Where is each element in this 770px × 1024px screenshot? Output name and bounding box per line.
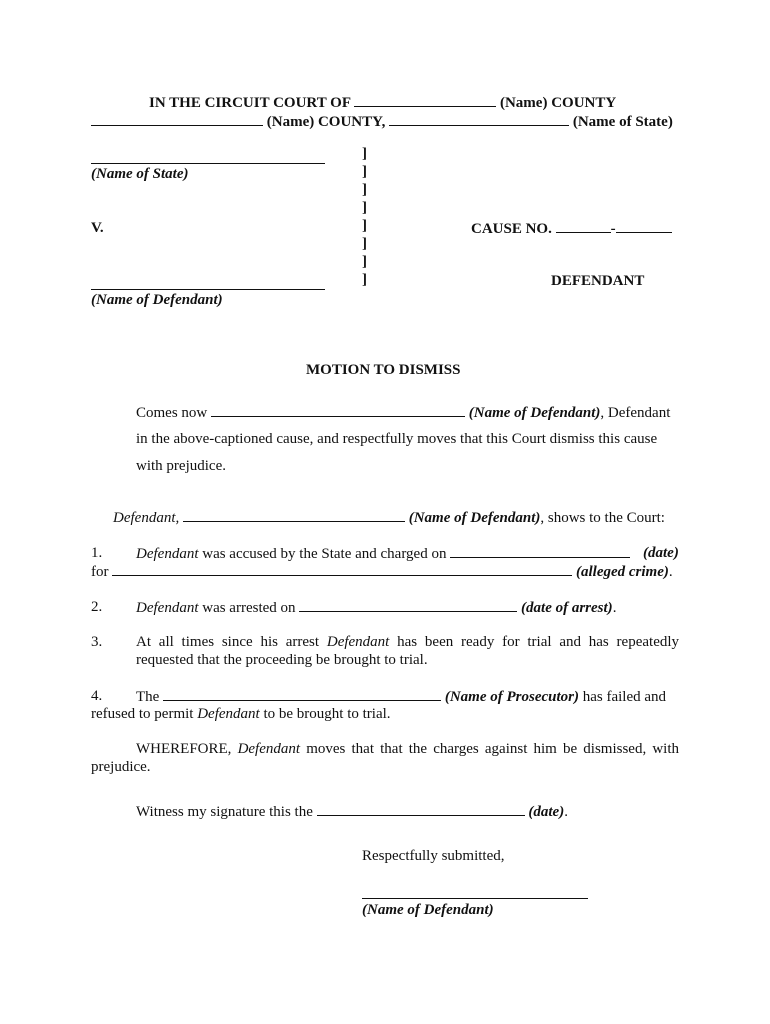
county-label: (Name) COUNTY xyxy=(499,95,617,111)
wherefore-line2: prejudice. xyxy=(91,759,151,775)
intro-line3: with prejudice. xyxy=(136,458,226,474)
item4-line2-a: refused to permit xyxy=(91,706,194,722)
shows-line xyxy=(113,509,665,527)
item3-line2: requested that the proceeding be brought to trial. xyxy=(136,652,428,668)
item1-period: . xyxy=(668,564,673,580)
item1-line1 xyxy=(136,545,630,563)
document-title: MOTION TO DISMISS xyxy=(306,362,461,378)
caption-bracket: ] xyxy=(362,236,367,252)
plaintiff-label: (Name of State) xyxy=(91,166,189,182)
signature-name-label: (Name of Defendant) xyxy=(362,902,494,918)
defendant-label: (Name of Defendant) xyxy=(91,292,223,308)
county-blank[interactable] xyxy=(91,113,263,126)
item2-number: 2. xyxy=(91,599,103,615)
item3-text-b: has been ready for trial and has repeatedly xyxy=(397,634,679,650)
item4-line2-b: to be brought to trial. xyxy=(263,706,391,722)
plaintiff-line[interactable] xyxy=(91,163,325,164)
wherefore-line1 xyxy=(136,741,679,760)
witness-date-label: (date) xyxy=(528,804,565,820)
caption-bracket: ] xyxy=(362,200,367,216)
intro-name-label: (Name of Defendant) xyxy=(468,405,601,421)
item3-defendant: Defendant xyxy=(326,634,390,650)
cause-number-label: CAUSE NO. xyxy=(471,221,552,237)
caption-bracket: ] xyxy=(362,254,367,270)
state-blank[interactable] xyxy=(389,113,569,126)
wherefore-text: moves that that the charges against him be dismissed, with xyxy=(306,741,679,757)
intro-name-blank[interactable] xyxy=(211,404,465,417)
item1-number: 1. xyxy=(91,545,103,561)
item4-prosecutor-label: (Name of Prosecutor) xyxy=(444,689,579,705)
item1-line2 xyxy=(91,563,673,581)
state-label: (Name of State) xyxy=(572,114,673,130)
item2-date-blank[interactable] xyxy=(299,599,517,612)
wherefore-word: WHEREFORE, xyxy=(136,741,232,757)
witness-date-blank[interactable] xyxy=(317,803,525,816)
item1-date-blank[interactable] xyxy=(450,545,630,558)
witness-period: . xyxy=(564,804,568,820)
item1-for: for xyxy=(91,564,109,580)
intro-defendant: , Defendant xyxy=(600,405,671,421)
item1-crime-label: (alleged crime) xyxy=(576,564,669,580)
item4-prosecutor-blank[interactable] xyxy=(163,688,441,701)
item2-period: . xyxy=(612,600,617,616)
county-label-2: (Name) COUNTY, xyxy=(266,114,386,130)
shows-defendant: Defendant, xyxy=(113,510,180,526)
item4-line2 xyxy=(91,706,391,723)
item1-date-label: (date) xyxy=(643,545,679,561)
shows-name-label: (Name of Defendant) xyxy=(408,510,541,526)
witness-text: Witness my signature this the xyxy=(136,804,313,820)
cause-number-blank-2[interactable] xyxy=(616,220,672,233)
caption-bracket: ] xyxy=(362,272,367,288)
intro-line2: in the above-captioned cause, and respectfully moves that this Court dismiss this cause xyxy=(136,431,658,447)
shows-tail: , shows to the Court: xyxy=(540,510,665,526)
cause-number-separator: - xyxy=(610,221,616,237)
item2-line xyxy=(136,599,616,617)
cause-number xyxy=(471,220,672,238)
intro-line1 xyxy=(136,404,670,422)
caption-bracket: ] xyxy=(362,164,367,180)
item4-text: has failed and xyxy=(582,689,667,705)
item1-crime-blank[interactable] xyxy=(112,563,572,576)
item4-line1 xyxy=(136,688,666,706)
item1-text: was accused by the State and charged on xyxy=(202,546,447,562)
court-caption-line1 xyxy=(149,94,616,112)
item4-defendant: Defendant xyxy=(197,706,260,722)
item3-line1 xyxy=(136,634,679,653)
caption-bracket: ] xyxy=(362,182,367,198)
court-blank[interactable] xyxy=(354,94,496,107)
comes-now: Comes now xyxy=(136,405,208,421)
witness-line xyxy=(136,803,568,821)
item4-number: 4. xyxy=(91,688,103,704)
item2-date-label: (date of arrest) xyxy=(521,600,613,616)
item2-defendant: Defendant xyxy=(136,600,199,616)
cause-number-blank-1[interactable] xyxy=(556,220,611,233)
signature-line[interactable] xyxy=(362,898,588,899)
court-prefix: IN THE CIRCUIT COURT OF xyxy=(149,95,351,111)
caption-bracket: ] xyxy=(362,218,367,234)
item1-defendant: Defendant xyxy=(136,546,199,562)
item3-text-a: At all times since his arrest xyxy=(136,634,320,650)
court-caption-line2 xyxy=(91,113,673,131)
wherefore-defendant: Defendant xyxy=(237,741,301,757)
shows-name-blank[interactable] xyxy=(183,509,405,522)
item3-number: 3. xyxy=(91,634,103,650)
item4-the: The xyxy=(136,689,160,705)
defendant-role: DEFENDANT xyxy=(551,273,645,289)
closing: Respectfully submitted, xyxy=(362,848,505,864)
item2-text: was arrested on xyxy=(202,600,296,616)
caption-bracket: ] xyxy=(362,146,367,162)
defendant-line[interactable] xyxy=(91,289,325,290)
versus: V. xyxy=(91,220,104,236)
